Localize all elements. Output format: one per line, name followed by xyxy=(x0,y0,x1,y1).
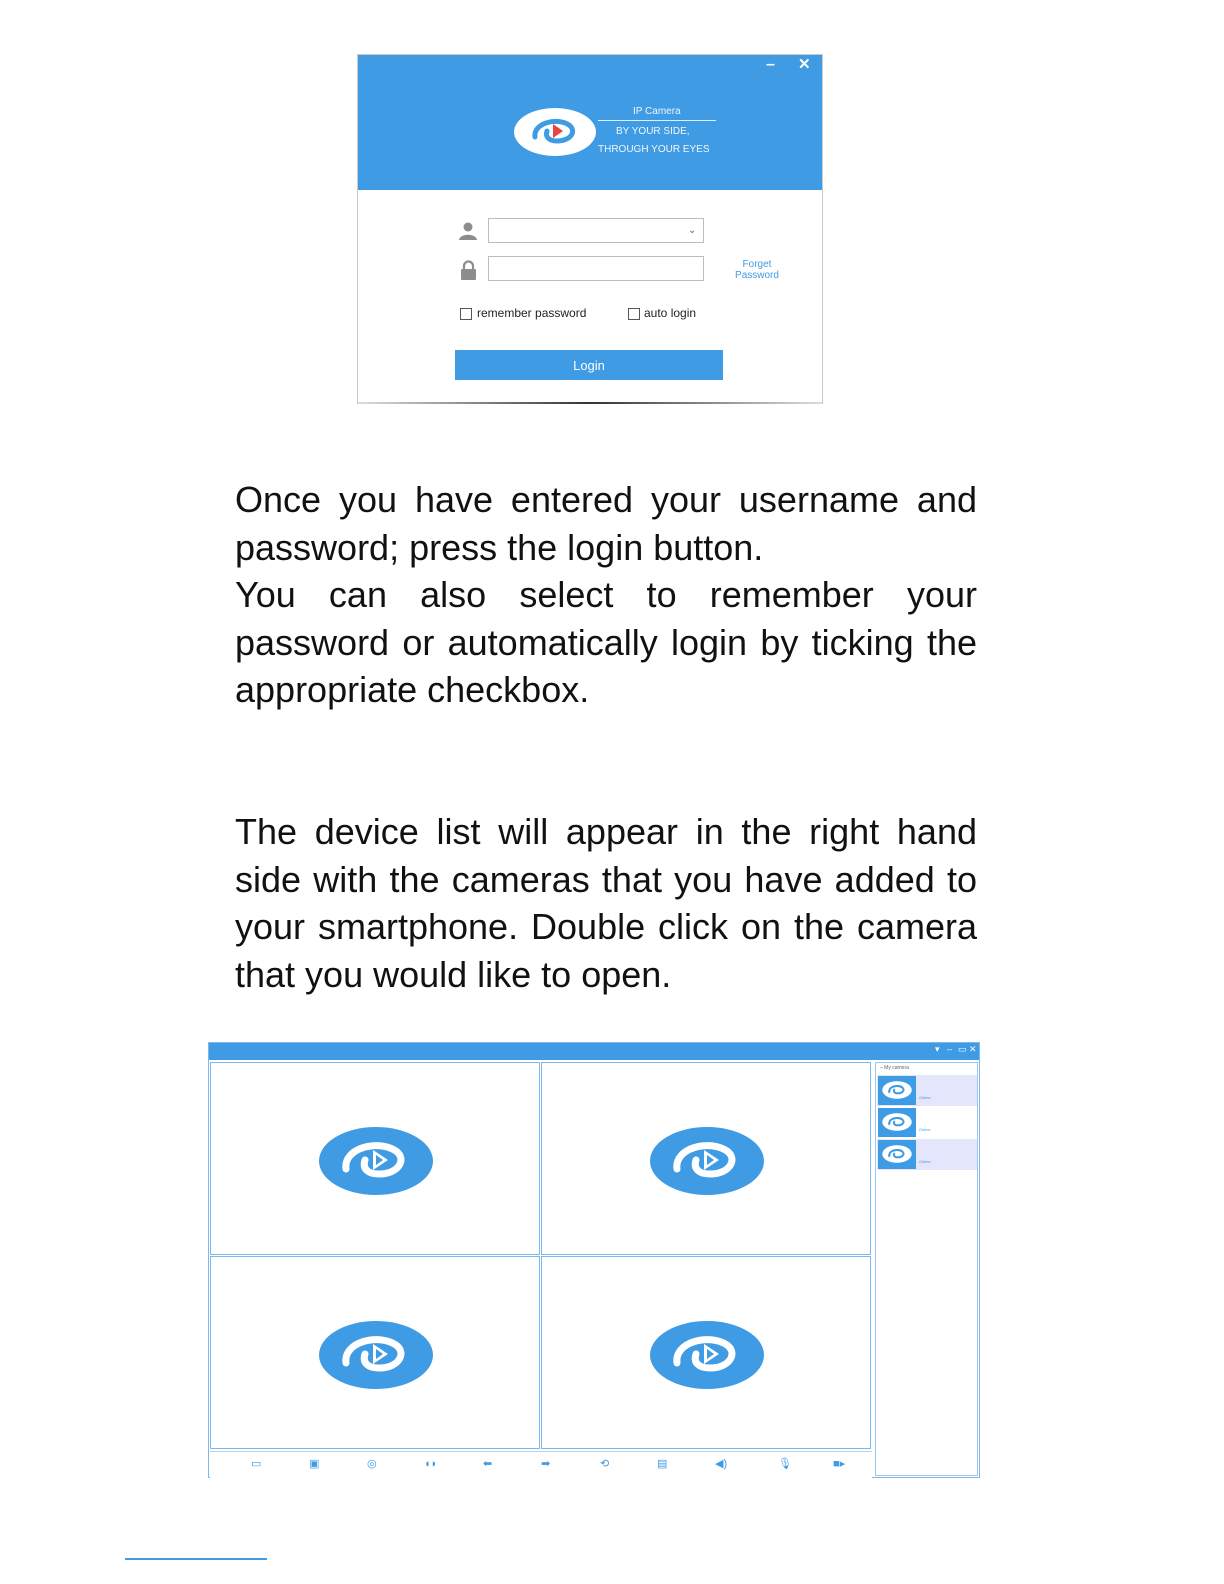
instruction-paragraph-2: You can also select to remember your password or automatically login by ticking the appropriate checkbox. xyxy=(235,574,977,710)
auto-login-label: auto login xyxy=(644,306,697,320)
camera-logo-icon xyxy=(882,1143,912,1165)
footer-rule xyxy=(125,1558,267,1560)
playback-toolbar xyxy=(210,1451,872,1478)
password-field[interactable] xyxy=(488,256,704,281)
device-name: Online xyxy=(919,1095,931,1100)
minimize-button[interactable]: – xyxy=(766,56,775,73)
camera-logo-icon xyxy=(318,1320,434,1390)
device-item[interactable] xyxy=(877,1075,977,1106)
speaker-icon[interactable]: ◖◗ xyxy=(424,1458,438,1470)
lock-icon xyxy=(460,260,477,280)
camera-logo-icon xyxy=(882,1111,912,1133)
instruction-paragraph-3: The device list will appear in the right hand side with the cameras that you have added to your smartphone. Double click on the camera that you would like to open. xyxy=(235,811,977,995)
close-button[interactable]: ✕ xyxy=(798,56,811,73)
camera-logo-icon xyxy=(649,1320,765,1390)
device-name: Online xyxy=(919,1127,931,1132)
video-cell-3[interactable] xyxy=(210,1256,540,1449)
video-cell-1[interactable] xyxy=(210,1062,540,1255)
monitor-icon[interactable]: ▭ xyxy=(251,1458,262,1470)
arrow-left-icon[interactable]: ⬅ xyxy=(483,1458,493,1470)
device-thumbnail xyxy=(878,1076,916,1105)
rotate-icon[interactable]: ⟲ xyxy=(600,1458,610,1470)
device-item[interactable] xyxy=(877,1139,977,1170)
screens-icon[interactable]: ▤ xyxy=(657,1458,668,1470)
remember-password-checkbox[interactable] xyxy=(460,308,472,320)
volume-icon[interactable]: ◀) xyxy=(715,1458,728,1470)
chevron-down-icon[interactable]: ⌄ xyxy=(688,225,697,236)
arrow-right-icon[interactable]: ➡ xyxy=(541,1458,551,1470)
app-title-bar xyxy=(209,1043,979,1060)
ip-camera-logo-icon xyxy=(513,107,597,157)
device-thumbnail xyxy=(878,1108,916,1137)
monitor-down-icon[interactable]: ▣ xyxy=(309,1458,320,1470)
menu-icon[interactable]: ▾ xyxy=(935,1044,940,1054)
main-app-window xyxy=(208,1042,980,1478)
device-item[interactable] xyxy=(877,1107,977,1138)
close-button[interactable]: ✕ xyxy=(969,1044,977,1054)
login-window xyxy=(357,54,823,404)
instruction-paragraph-1: Once you have entered your username and password; press the login button. xyxy=(235,479,977,568)
video-cell-2[interactable] xyxy=(541,1062,871,1255)
user-icon xyxy=(458,221,478,241)
tagline-1: IP Camera xyxy=(633,106,681,117)
camera-logo-icon xyxy=(318,1126,434,1196)
ptz-icon[interactable]: ◎ xyxy=(367,1458,377,1470)
tagline-2: BY YOUR SIDE, xyxy=(616,126,690,137)
device-thumbnail xyxy=(878,1140,916,1169)
tagline-divider xyxy=(598,120,716,121)
login-button[interactable]: Login xyxy=(455,350,723,380)
device-name: Online xyxy=(919,1159,931,1164)
minimize-button[interactable]: – xyxy=(947,1044,953,1054)
window-bottom-edge xyxy=(358,402,822,404)
login-header xyxy=(358,55,822,190)
device-list xyxy=(875,1062,978,1476)
video-cell-4[interactable] xyxy=(541,1256,871,1449)
device-list-title[interactable]: – My camera xyxy=(880,1065,909,1071)
microphone-icon[interactable]: 🎙︎ xyxy=(778,1458,792,1470)
username-field[interactable] xyxy=(488,218,704,243)
record-icon[interactable]: ■▸ xyxy=(833,1458,846,1470)
maximize-button[interactable]: ▭ xyxy=(958,1044,967,1054)
forget-password-link[interactable]: Forget Password xyxy=(735,259,779,281)
remember-password-label: remember password xyxy=(477,306,587,320)
auto-login-checkbox[interactable] xyxy=(628,308,640,320)
camera-logo-icon xyxy=(882,1079,912,1101)
video-grid xyxy=(210,1062,872,1450)
camera-logo-icon xyxy=(649,1126,765,1196)
tagline-3: THROUGH YOUR EYES xyxy=(598,144,710,155)
